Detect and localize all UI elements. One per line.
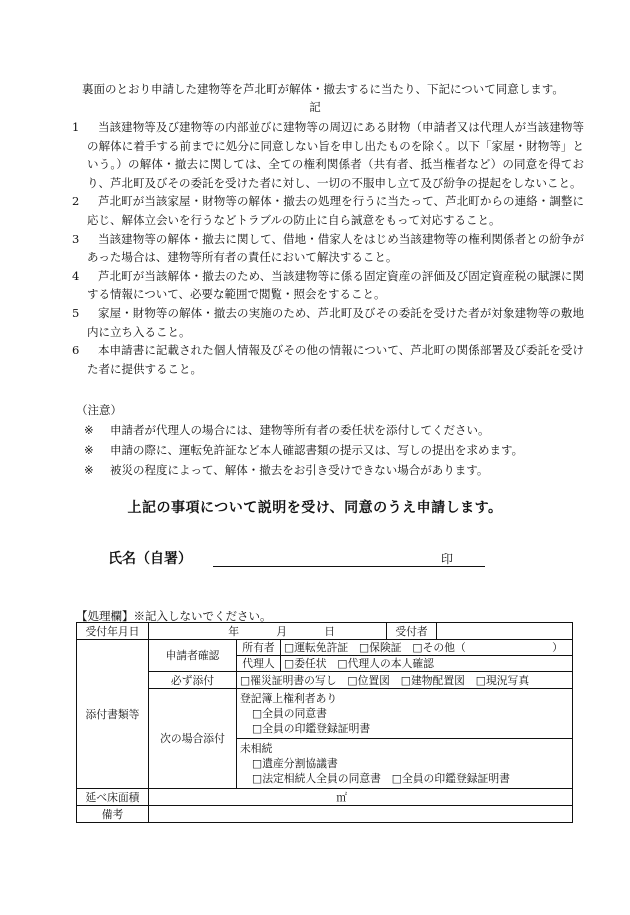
- item-text: 当該建物等及び建物等の内部並びに建物等の周辺にある財物（申請者又は代理人が当該建物等の解体に着手する前までに処分に同意しない旨を申し出たものを除く。以下「家屋・財物等」という。）の解体・撤去に関しては、全ての権利関係者（共有者、抵当権者など）の同意を得ており、芦北町及びその委託を受けた者に対し、一切の不服申し立て及び紛争の提起をしないこと。: [87, 120, 584, 190]
- registered-row: [77, 689, 573, 739]
- item-number: 4: [72, 268, 80, 283]
- owner-id-options[interactable]: □運転免許証 □保険証 □その他（ ）: [281, 640, 573, 656]
- owner-label: 所有者: [237, 640, 281, 656]
- processing-section-title: 【処理欄】※記入しないでください。: [76, 609, 272, 623]
- year-label: 年: [228, 624, 239, 638]
- remarks-field[interactable]: [149, 806, 573, 823]
- remarks-label: 備考: [77, 806, 149, 823]
- processing-table: [76, 622, 573, 823]
- receiver-field[interactable]: [437, 623, 573, 640]
- note-text: 申請者が代理人の場合には、建物等所有者の委任状を添付してください。: [110, 423, 490, 437]
- note-text: 被災の程度によって、解体・撤去をお引き受けできない場合があります。: [110, 463, 489, 477]
- consent-item: [72, 267, 584, 304]
- receipt-date-field[interactable]: [149, 623, 387, 640]
- floor-area-label: 延べ床面積: [77, 789, 149, 806]
- inheritance-block: [237, 739, 573, 789]
- required-label: 必ず添付: [149, 672, 237, 689]
- applicant-check-label: 申請者確認: [149, 640, 237, 672]
- agreement-statement: 上記の事項について説明を受け、同意のうえ申請します。: [127, 500, 503, 516]
- signature-label: 氏名（自署）: [108, 551, 192, 567]
- agent-options[interactable]: □委任状 □代理人の本人確認: [281, 656, 573, 672]
- consent-item: [72, 192, 584, 229]
- receiver-label: 受付者: [387, 623, 437, 640]
- note-mark: ※: [84, 423, 94, 437]
- item-number: 1: [72, 120, 80, 134]
- item-number: 6: [72, 343, 80, 358]
- estate-division-checkbox[interactable]: □遺産分割協議書: [252, 757, 338, 770]
- required-row: [77, 672, 573, 689]
- registered-seal-cert-checkbox[interactable]: □全員の印鑑登録証明書: [252, 722, 371, 735]
- consent-item: [72, 341, 584, 378]
- inheritance-title: 未相続: [240, 742, 273, 755]
- registered-owner-block: [237, 689, 573, 739]
- item-text: 本申請書に記載された個人情報及びその他の情報について、芦北町の関係部署及び委託を受けた者に提供すること。: [87, 343, 584, 376]
- intro-text: 裏面のとおり申請した建物等を芦北町が解体・撤去するに当たり、下記について同意します。: [82, 82, 564, 96]
- item-text: 当該建物等の解体・撤去に関して、借地・借家人をはじめ当該建物等の権利関係者との紛争があった場合は、建物等所有者の責任において解決すること。: [87, 231, 584, 265]
- ki-heading: 記: [309, 100, 321, 114]
- required-options[interactable]: □罹災証明書の写し □位置図 □建物配置図 □現況写真: [237, 672, 573, 689]
- item-number: 3: [72, 231, 80, 246]
- item-number: 5: [72, 305, 80, 320]
- notes-header: （注意）: [76, 403, 122, 417]
- consent-item: [72, 118, 584, 192]
- floor-area-unit: ㎡: [336, 790, 347, 804]
- floor-area-field[interactable]: [149, 789, 573, 806]
- seal-mark: 印: [441, 552, 454, 566]
- registered-consent-checkbox[interactable]: □全員の同意書: [252, 707, 327, 720]
- item-text: 芦北町が当該家屋・財物等の解体・撤去の処理を行うに当たって、芦北町からの連絡・調整に応じ、解体立会いを行うなどトラブルの防止に自ら誠意をもって対応すること。: [87, 194, 584, 227]
- conditional-label: 次の場合添付: [149, 689, 237, 789]
- agent-label: 代理人: [237, 656, 281, 672]
- notes-section: [76, 400, 523, 480]
- receipt-date-label: 受付年月日: [77, 623, 149, 640]
- consent-item: [72, 304, 584, 341]
- item-text: 家屋・財物等の解体・撤去の実施のため、芦北町及びその委託を受けた者が対象建物等の敷地内に立ち入ること。: [87, 305, 584, 339]
- consent-items-list: [72, 118, 584, 378]
- day-label: 日: [324, 624, 335, 638]
- attachments-label: 添付書類等: [77, 640, 149, 789]
- month-label: 月: [276, 624, 287, 638]
- note-item: [76, 440, 523, 460]
- note-mark: ※: [84, 463, 94, 477]
- floor-area-row: [77, 789, 573, 806]
- note-mark: ※: [84, 443, 94, 457]
- registered-title: 登記簿上権利者あり: [240, 692, 338, 705]
- note-item: [76, 460, 523, 480]
- owner-row: [77, 640, 573, 656]
- heirs-consent-checkbox[interactable]: □法定相続人全員の同意書 □全員の印鑑登録証明書: [252, 772, 510, 785]
- item-number: 2: [72, 194, 80, 209]
- item-text: 芦北町が当該解体・撤去のため、当該建物等に係る固定資産の評価及び固定資産税の賦課に関する情報について、必要な範囲で閲覧・照会をすること。: [87, 268, 584, 302]
- remarks-row: [77, 806, 573, 823]
- note-item: [76, 420, 523, 440]
- consent-item: [72, 230, 584, 267]
- receipt-row: [77, 623, 573, 640]
- note-text: 申請の際に、運転免許証など本人確認書類の提示又は、写しの提出を求めます。: [110, 443, 524, 457]
